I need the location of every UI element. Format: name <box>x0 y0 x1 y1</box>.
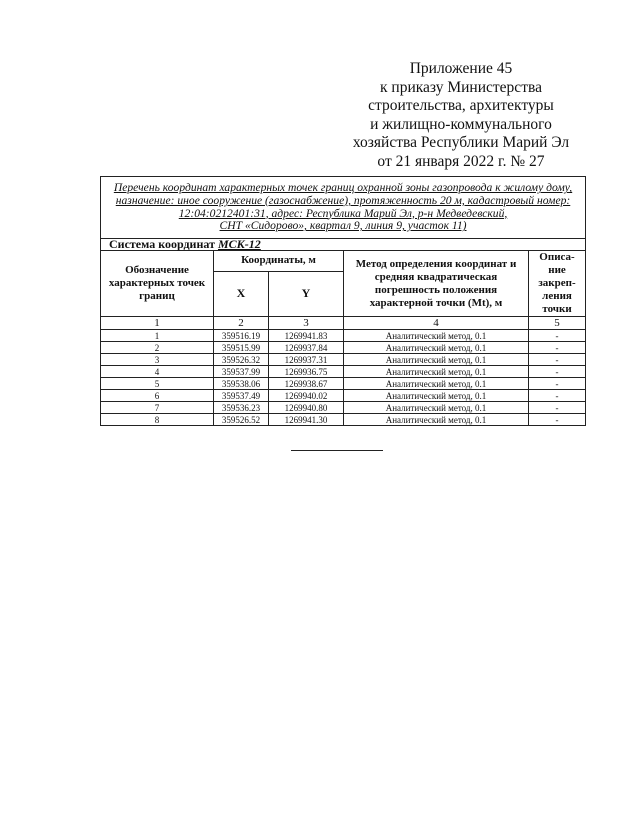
header-description-line: Описа- <box>539 251 575 263</box>
header-point-line: характерных точек <box>108 277 206 289</box>
point-id: 7 <box>101 402 214 414</box>
table-title-line: 12:04:0212401:31, адрес: Республика Марий Эл, р-н Медведевский, <box>178 206 508 220</box>
header-point-line: границ <box>139 290 175 302</box>
end-divider-line <box>291 450 383 451</box>
coord-y: 1269937.31 <box>269 354 344 366</box>
description-value: - <box>529 342 586 354</box>
point-id: 5 <box>101 378 214 390</box>
table-title-row <box>101 177 586 239</box>
appendix-line: к приказу Министерства <box>380 78 542 96</box>
table-row <box>101 402 586 414</box>
table-row <box>101 342 586 354</box>
description-value: - <box>529 378 586 390</box>
column-number: 1 <box>101 317 214 330</box>
coordinates-table <box>100 176 586 426</box>
column-number: 4 <box>344 317 529 330</box>
method-value: Аналитический метод, 0.1 <box>344 354 529 366</box>
table-row <box>101 330 586 342</box>
method-value: Аналитический метод, 0.1 <box>344 378 529 390</box>
description-value: - <box>529 330 586 342</box>
table-title-line: Перечень координат характерных точек границ охранной зоны газопровода к жилому дому, <box>113 181 573 195</box>
header-method-line: погрешность положения <box>374 283 498 296</box>
table-title <box>101 177 586 239</box>
table-row <box>101 354 586 366</box>
header-description-line: закреп- <box>538 277 576 289</box>
column-numbers-row <box>101 317 586 330</box>
method-value: Аналитический метод, 0.1 <box>344 330 529 342</box>
appendix-header <box>330 60 592 171</box>
system-row <box>101 239 586 251</box>
coord-x: 359537.99 <box>214 366 269 378</box>
appendix-line: Приложение 45 <box>409 60 513 77</box>
coord-x: 359538.06 <box>214 378 269 390</box>
appendix-line: строительства, архитектуры <box>368 97 554 114</box>
header-method-line: характерной точки (Mt), м <box>369 296 503 309</box>
point-id: 8 <box>101 414 214 426</box>
method-value: Аналитический метод, 0.1 <box>344 342 529 354</box>
coord-y: 1269940.02 <box>269 390 344 402</box>
coord-x: 359537.49 <box>214 390 269 402</box>
description-value: - <box>529 390 586 402</box>
method-value: Аналитический метод, 0.1 <box>344 402 529 414</box>
header-description-line: ние <box>548 264 566 276</box>
coord-y: 1269937.84 <box>269 342 344 354</box>
coord-x: 359526.52 <box>214 414 269 426</box>
table-row <box>101 390 586 402</box>
method-value: Аналитический метод, 0.1 <box>344 414 529 426</box>
appendix-line: хозяйства Республики Марий Эл <box>352 134 570 151</box>
header-y: Y <box>269 271 344 316</box>
table-row <box>101 366 586 378</box>
point-id: 2 <box>101 342 214 354</box>
description-value: - <box>529 414 586 426</box>
point-id: 4 <box>101 366 214 378</box>
coord-x: 359515.99 <box>214 342 269 354</box>
table-title-line: назначение: иное сооружение (газоснабжение), протяженность 20 м, кадастровый номер: <box>115 193 571 207</box>
header-method <box>344 251 529 317</box>
header-coordinates: Координаты, м <box>214 251 344 272</box>
header-description <box>529 251 586 317</box>
header-method-line: средняя квадратическая <box>374 270 498 283</box>
point-id: 3 <box>101 354 214 366</box>
table-title-line: СНТ «Сидорово», квартал 9, линия 9, участок 11) <box>219 219 467 233</box>
header-point <box>101 251 214 317</box>
coord-y: 1269940.80 <box>269 402 344 414</box>
header-description-line: ления <box>542 290 572 302</box>
header-point-line: Обозначение <box>125 264 189 276</box>
header-description-line: точки <box>542 303 572 315</box>
point-id: 6 <box>101 390 214 402</box>
coord-x: 359526.32 <box>214 354 269 366</box>
header-method-line: Метод определения координат и <box>355 257 517 270</box>
column-number: 3 <box>269 317 344 330</box>
table-row <box>101 378 586 390</box>
coord-x: 359536.23 <box>214 402 269 414</box>
coord-x: 359516.19 <box>214 330 269 342</box>
coord-y: 1269941.30 <box>269 414 344 426</box>
table-row <box>101 414 586 426</box>
coord-y: 1269938.67 <box>269 378 344 390</box>
column-number: 5 <box>529 317 586 330</box>
description-value: - <box>529 354 586 366</box>
coord-y: 1269936.75 <box>269 366 344 378</box>
system-name: МСК-12 <box>217 237 261 251</box>
method-value: Аналитический метод, 0.1 <box>344 366 529 378</box>
coord-y: 1269941.83 <box>269 330 344 342</box>
header-x: X <box>214 271 269 316</box>
column-number: 2 <box>214 317 269 330</box>
method-value: Аналитический метод, 0.1 <box>344 390 529 402</box>
point-id: 1 <box>101 330 214 342</box>
appendix-line: и жилищно-коммунального <box>370 115 552 133</box>
appendix-line: от 21 января 2022 г. № 27 <box>377 152 545 170</box>
coordinate-system <box>101 239 586 251</box>
description-value: - <box>529 402 586 414</box>
header-row-1 <box>101 251 586 272</box>
system-label: Система координат <box>109 237 215 251</box>
description-value: - <box>529 366 586 378</box>
